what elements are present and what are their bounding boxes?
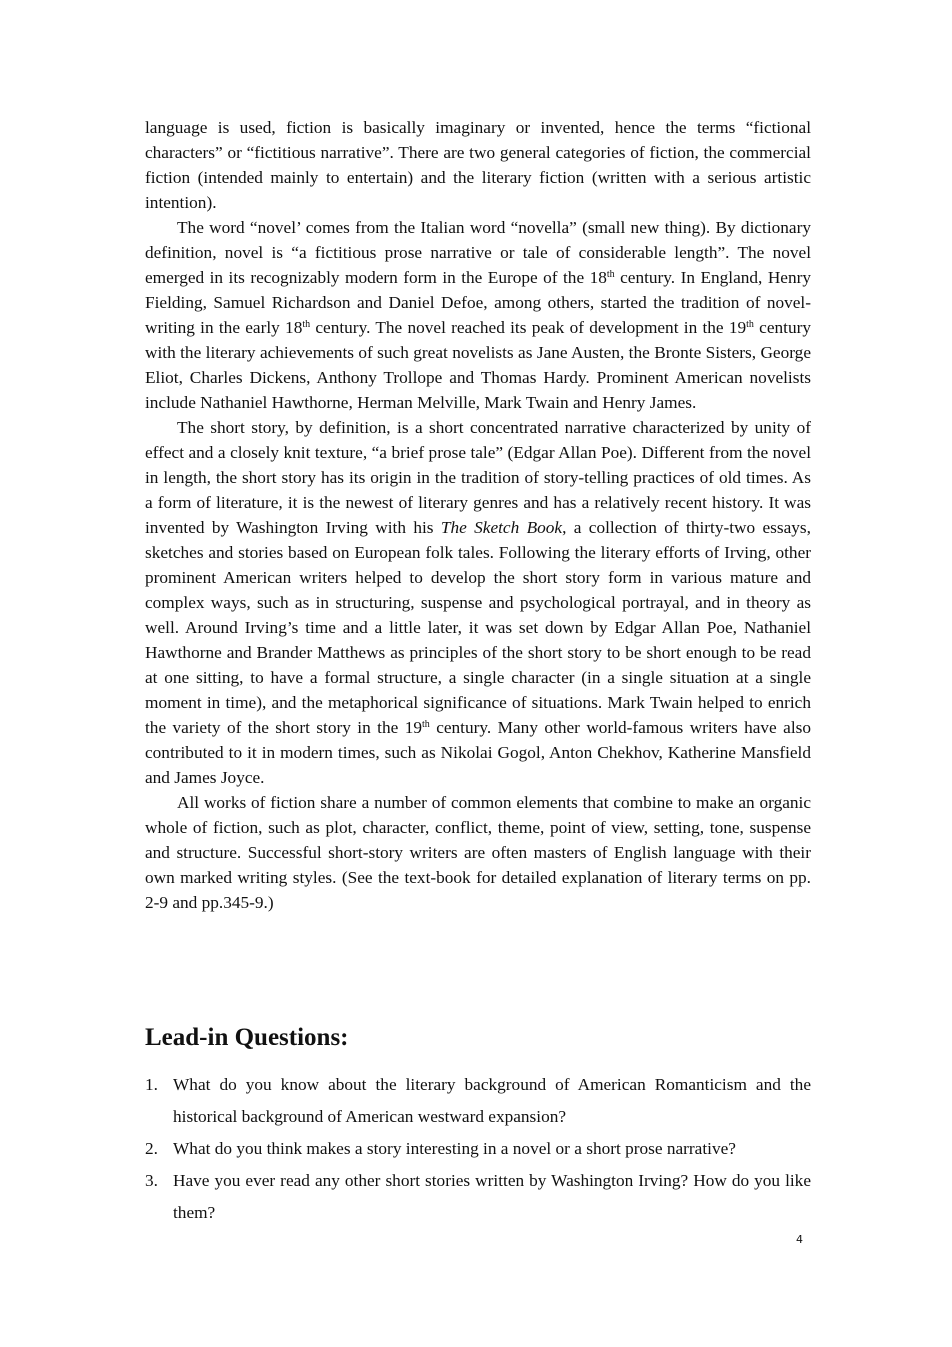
paragraph-novel (145, 215, 811, 415)
item-text: What do you know about the literary background of American Romanticism and the historical background of American westward expansion? (173, 1075, 811, 1126)
paragraph-text: The word “novel’ comes from the Italian word “novella” (small new thing). By dictionary definition, novel is “a fictitious prose narrative or tale of considerable length”. The novel emerged in its recognizably modern form in the Europe of the 18 (145, 218, 811, 287)
superscript-th: th (302, 319, 311, 330)
superscript-th: th (746, 319, 754, 330)
paragraph-text: century with the literary achievements of such great novelists as Jane Austen, the Bronte Sisters, George Eliot, Charles Dickens, Anthony Trollope and Thomas Hardy. Prominent American novelists include Nathaniel Hawthorne, Herman Melville, Mark Twain and Henry James. (145, 318, 811, 412)
list-item (145, 1069, 811, 1133)
list-item (145, 1133, 811, 1165)
paragraph-text: century. The novel reached its peak of development in the 19 (310, 318, 747, 337)
section-heading: Lead-in Questions: (145, 1024, 349, 1051)
paragraph-text: language is used, fiction is basically imaginary or invented, hence the terms “fictional characters” or “fictitious narrative”. There are two general categories of fiction, the commercial fiction (intended mainly to entertain) and the literary fiction (written with a serious artistic intention). (145, 118, 811, 212)
list-item (145, 1165, 811, 1229)
superscript-th: th (606, 269, 615, 280)
book-title: The Sketch Book (440, 518, 563, 537)
item-text: Have you ever read any other short stories written by Washington Irving? How do you like them? (173, 1171, 811, 1222)
page-content (145, 115, 811, 1222)
paragraph-text: The short story, by definition, is a short concentrated narrative characterized by unity of effect and a closely knit texture, “a brief prose tale” (Edgar Allan Poe). Different from the novel in length, the short story has its origin in the tradition of story-telling practices of old times. As a form of literature, it is the newest of literary genres and has a relatively recent history. It was invented by Washington Irving with his (145, 418, 811, 537)
superscript-th: th (421, 719, 430, 730)
item-number: 1. (145, 1075, 158, 1094)
question-list (145, 1069, 811, 1229)
page-number: 4 (796, 1233, 803, 1246)
paragraph-text: , a collection of thirty-two essays, sketches and stories based on European folk tales. Following the literary efforts of Irving, other prominent American writers helped to develop the short story form in various mature and complex ways, such as in structuring, suspense and psychological portrayal, and in theory as well. Around Irving’s time and a little later, it was set down by Edgar Allan Poe, Nathaniel Hawthorne and Brander Matthews as principles of the short story to be short enough to be read at one sitting, to have a formal structure, a single character (in a single situation at a single moment in time), and the metaphorical significance of situations. Mark Twain helped to enrich the variety of the short story in the 19 (145, 518, 811, 737)
paragraph-text: All works of fiction share a number of common elements that combine to make an organic whole of fiction, such as plot, character, conflict, theme, point of view, setting, tone, suspense and structure. Successful short-story writers are often masters of English language with their own marked writing styles. (See the text-book for detailed explanation of literary terms on pp. 2-9 and pp.345-9.) (145, 793, 811, 912)
item-text: What do you think makes a story interesting in a novel or a short prose narrative? (173, 1139, 736, 1158)
paragraph-text: century. In England, Henry Fielding, Samuel Richardson and Daniel Defoe, among others, started the tradition of novel-writing in the early 18 (145, 268, 811, 337)
paragraph-text: century. Many other world-famous writers have also contributed to it in modern times, such as Nikolai Gogol, Anton Chekhov, Katherine Mansfield and James Joyce. (145, 718, 811, 787)
paragraph-short-story (145, 415, 811, 790)
paragraph-fiction-definition (145, 115, 811, 215)
paragraph-elements (145, 790, 811, 915)
item-number: 3. (145, 1171, 158, 1190)
item-number: 2. (145, 1139, 158, 1158)
